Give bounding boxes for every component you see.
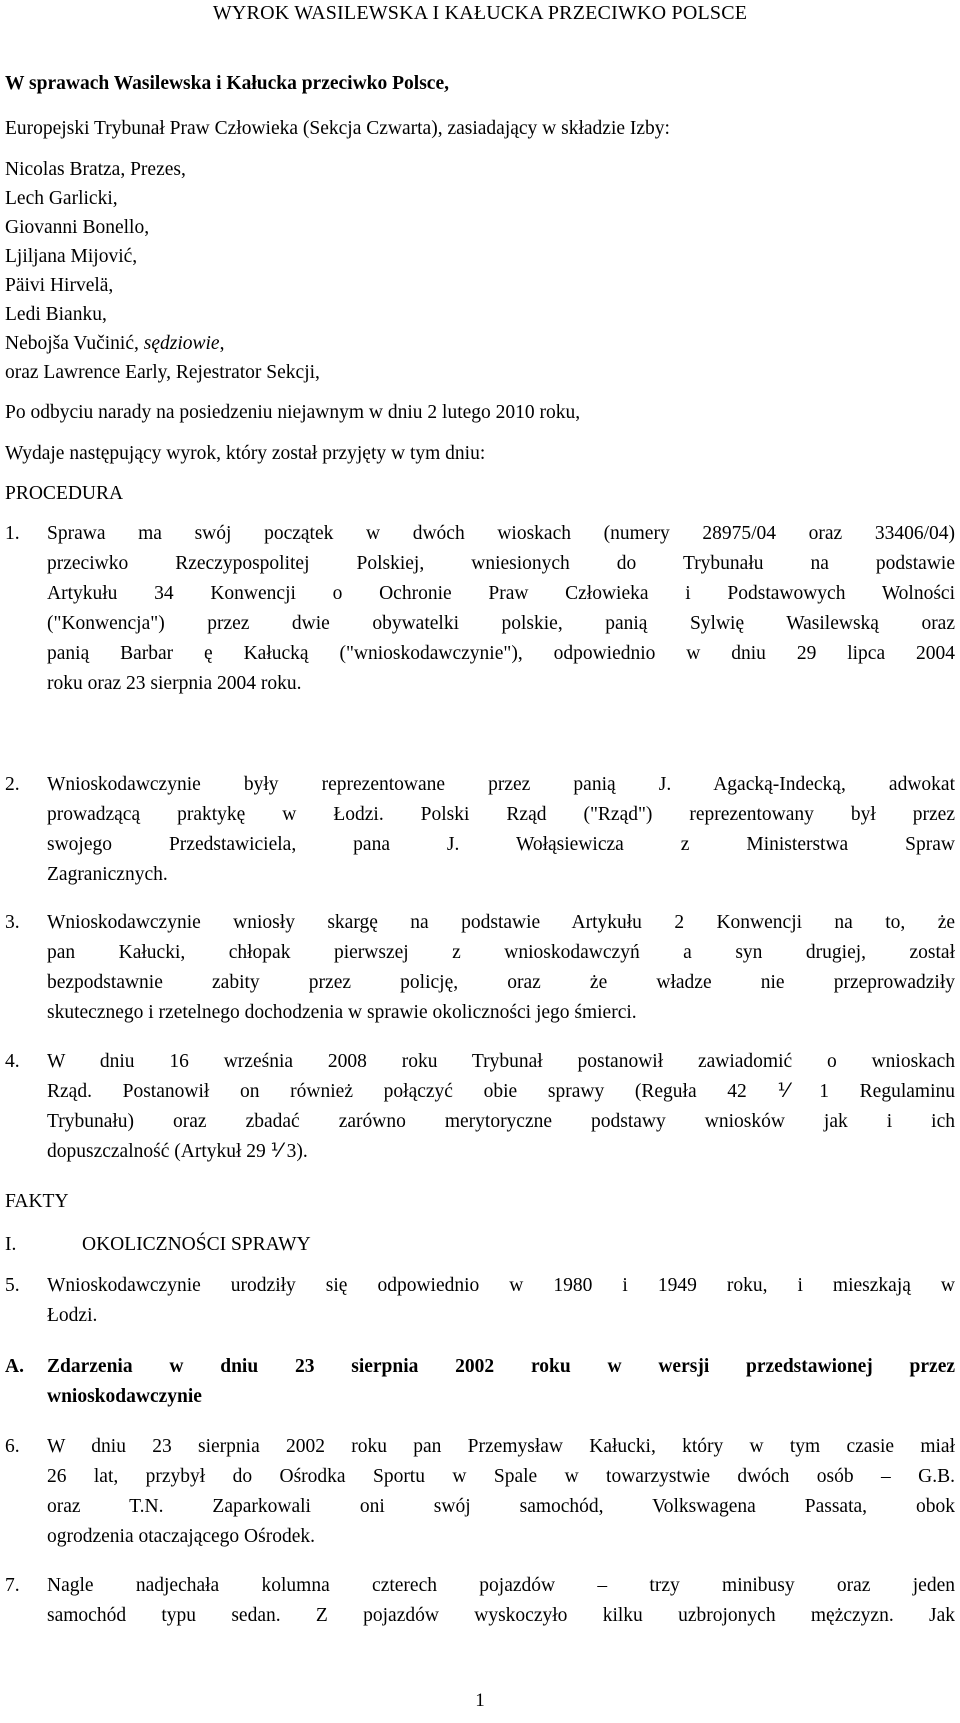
paragraph-line: Wnioskodawczynie były reprezentowane przez panią J. Agacką-Indecką, adwokat (47, 774, 955, 795)
paragraph-body (47, 1271, 955, 1331)
section-title: OKOLICZNOŚCI SPRAWY (82, 1234, 311, 1255)
section-number: I. (5, 1234, 17, 1255)
paragraph-number: 6. (5, 1436, 20, 1457)
paragraph-line: roku oraz 23 sierpnia 2004 roku. (47, 673, 302, 694)
deliberation-line: Po odbyciu narady na posiedzeniu niejawnym w dniu 2 lutego 2010 roku, (5, 402, 581, 423)
paragraph-line: oraz T.N. Zaparkowali oni swój samochód, Volkswagena Passata, obok (47, 1496, 955, 1517)
paragraph-line: przeciwko Rzeczypospolitej Polskiej, wniesionych do Trybunału na podstawie (47, 553, 955, 574)
judge-item-last (5, 329, 224, 359)
facts-heading: FAKTY (5, 1191, 69, 1212)
paragraph-line: panią Barbar ę Kałucką ("wnioskodawczynie"), odpowiednio w dniu 29 lipca 2004 (47, 643, 955, 664)
judge-item: Nicolas Bratza, Prezes, (5, 159, 186, 180)
judge-item: Ljiljana Mijović, (5, 246, 138, 267)
paragraph-body (47, 1432, 955, 1552)
judge-name: Nebojša Vučinić, (5, 333, 144, 354)
registrar-line: oraz Lawrence Early, Rejestrator Sekcji, (5, 362, 320, 383)
paragraph-number: 1. (5, 523, 20, 544)
judge-item: Lech Garlicki, (5, 188, 118, 209)
paragraph-line: Wnioskodawczynie wniosły skargę na podstawie Artykułu 2 Konwencji na to, że (47, 912, 955, 933)
paragraph-line: Nagle nadjechała kolumna czterech pojazdów – trzy minibusy oraz jeden (47, 1575, 955, 1596)
subsection-line: Zdarzenia w dniu 23 sierpnia 2002 roku w wersji przedstawionej przez (47, 1356, 955, 1377)
paragraph-body (47, 908, 955, 1028)
paragraph-line: W dniu 23 sierpnia 2002 roku pan Przemysław Kałucki, który w tym czasie miał (47, 1436, 955, 1457)
paragraph-line: Sprawa ma swój początek w dwóch wioskach (numery 28975/04 oraz 33406/04) (47, 523, 955, 544)
section-heading (5, 1230, 311, 1260)
page-number: 1 (475, 1690, 485, 1711)
subsection-title (47, 1352, 955, 1412)
paragraph-number: 5. (5, 1275, 20, 1296)
paragraph-line: samochód typu sedan. Z pojazdów wyskoczyło kilku uzbrojonych mężczyzn. Jak (47, 1605, 955, 1626)
paragraph-line: Artykułu 34 Konwencji o Ochronie Praw Człowieka i Podstawowych Wolności (47, 583, 955, 604)
judge-role: sędziowie (143, 333, 220, 354)
paragraph-line: 26 lat, przybył do Ośrodka Sportu w Spale w towarzystwie dwóch osób – G.B. (47, 1466, 955, 1487)
paragraph-number: 3. (5, 912, 20, 933)
subsection-number: A. (5, 1356, 24, 1377)
paragraph-line: Zagranicznych. (47, 864, 168, 885)
paragraph-number: 2. (5, 774, 20, 795)
paragraph-line: skutecznego i rzetelnego dochodzenia w sprawie okoliczności jego śmierci. (47, 1002, 637, 1023)
judge-item: Giovanni Bonello, (5, 217, 150, 238)
paragraph-line: Wnioskodawczynie urodziły się odpowiednio w 1980 i 1949 roku, i mieszkają w (47, 1275, 955, 1296)
procedure-heading: PROCEDURA (5, 483, 124, 504)
court-line: Europejski Trybunał Praw Człowieka (Sekcja Czwarta), zasiadający w składzie Izby: (5, 118, 670, 139)
paragraph-line: Rząd. Postanowił on również połączyć obie sprawy (Reguła 42 ⅟ 1 Regulaminu (47, 1081, 955, 1102)
paragraph-body (47, 519, 955, 699)
page-title: WYROK WASILEWSKA I KAŁUCKA PRZECIWKO POLSCE (212, 2, 748, 24)
paragraph-line: swojego Przedstawiciela, pana J. Wołąsiewicza z Ministerstwa Spraw (47, 834, 955, 855)
judge-item: Päivi Hirvelä, (5, 275, 114, 296)
paragraph-line: ogrodzenia otaczającego Ośrodek. (47, 1526, 315, 1547)
paragraph-line: dopuszczalność (Artykuł 29 ⅟ 3). (47, 1141, 308, 1162)
paragraph-line: Łodzi. (47, 1305, 98, 1326)
paragraph-body (47, 770, 955, 890)
paragraph-line: prowadzącą praktykę w Łodzi. Polski Rząd ("Rząd") reprezentowany był przez (47, 804, 955, 825)
delivery-line: Wydaje następujący wyrok, który został przyjęty w tym dniu: (5, 443, 486, 464)
case-line: W sprawach Wasilewska i Kałucka przeciwko Polsce, (5, 73, 449, 94)
paragraph-body (47, 1047, 955, 1167)
paragraph-line: Trybunału) oraz zbadać zarówno merytoryczne podstawy wniosków jak i ich (47, 1111, 955, 1132)
judge-suffix: , (219, 333, 225, 354)
paragraph-line: bezpodstawnie zabity przez policję, oraz że władze nie przeprowadziły (47, 972, 955, 993)
paragraph-body (47, 1571, 955, 1631)
subsection-line: wnioskodawczynie (47, 1386, 202, 1407)
paragraph-line: ("Konwencja") przez dwie obywatelki polskie, panią Sylwię Wasilewską oraz (47, 613, 955, 634)
judge-item: Ledi Bianku, (5, 304, 107, 325)
paragraph-number: 4. (5, 1051, 20, 1072)
paragraph-line: W dniu 16 września 2008 roku Trybunał postanowił zawiadomić o wnioskach (47, 1051, 955, 1072)
paragraph-number: 7. (5, 1575, 20, 1596)
paragraph-line: pan Kałucki, chłopak pierwszej z wnioskodawczyń a syn drugiej, został (47, 942, 955, 963)
